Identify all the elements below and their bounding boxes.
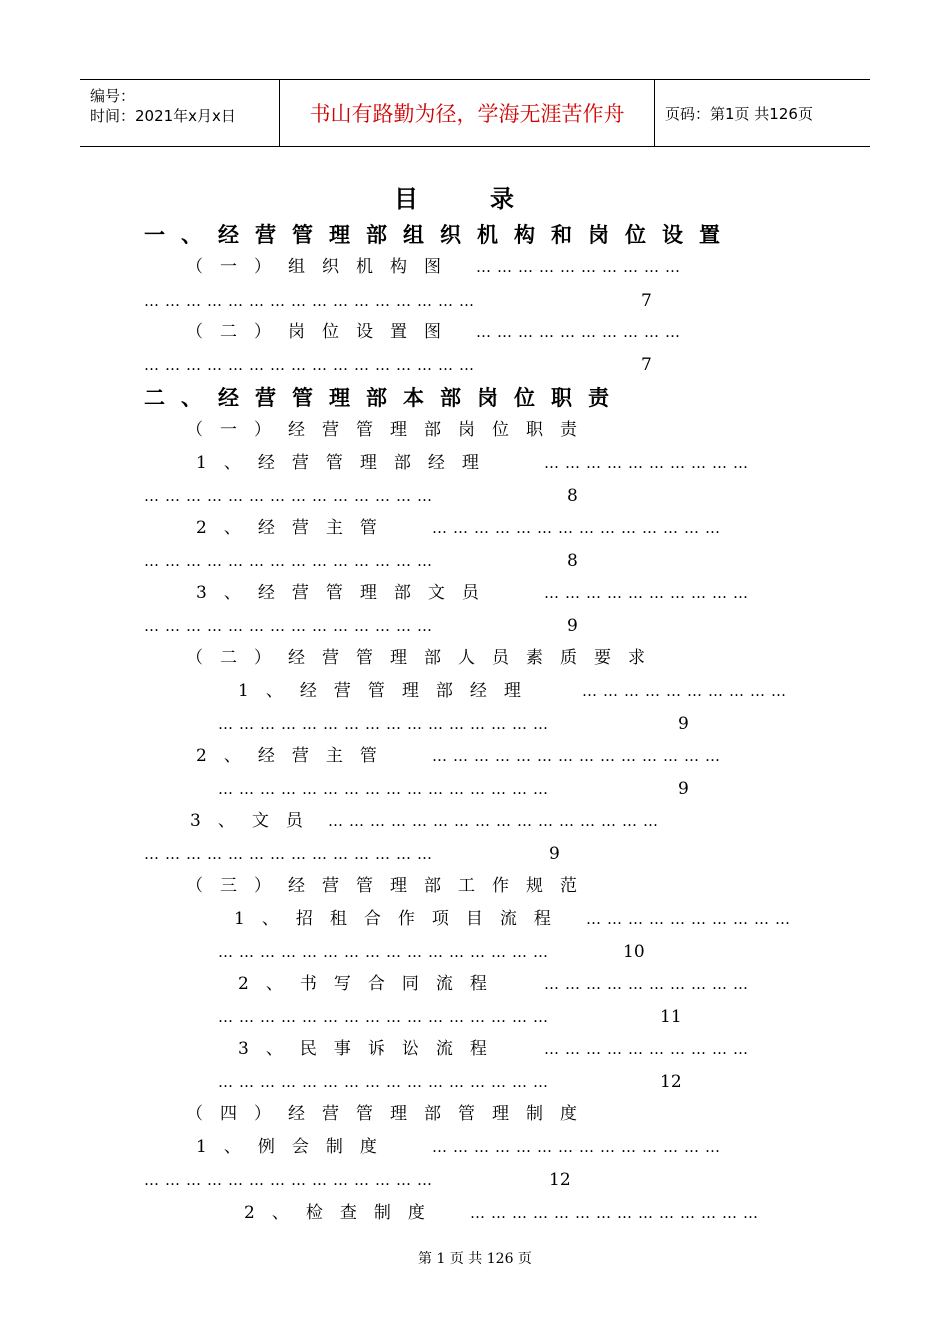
toc-page-number: 8 [567, 551, 578, 571]
toc-leader-dots: …………………………………… [432, 747, 726, 765]
toc-leader-dots: ………………………………………… [144, 292, 480, 310]
toc-leader-dots: ………………………………………… [328, 812, 664, 830]
toc-subsection: （四）经营管理部管理制度 [186, 1104, 594, 1124]
header-page-info: 页码：第1页 共126页 [665, 104, 813, 123]
toc-leader-dots: ………………………… [544, 975, 754, 993]
toc-leader-dots: …………………………………… [432, 1138, 726, 1156]
header-motto: 书山有路勤为径，学海无涯苦作舟 [280, 80, 655, 146]
toc-leader-dots: ………………………… [586, 910, 796, 928]
toc-entry-text[interactable]: 1、经营管理部经理 [238, 681, 538, 701]
toc-subsection: （三）经营管理部工作规范 [186, 876, 594, 896]
toc-leader-dots: ………………………………………… [218, 715, 554, 733]
toc-leader-dots: ………………………………………… [218, 943, 554, 961]
toc-leader-dots: ………………………………………… [218, 1073, 554, 1091]
toc-leader-dots: …………………………………… [470, 1204, 764, 1222]
toc-page-number: 7 [641, 355, 652, 375]
document-number-label: 编号： [90, 87, 136, 105]
toc-section-1: 一、经营管理部组织机构和岗位设置 [144, 222, 736, 247]
toc-leader-dots: ………………………………………… [218, 780, 554, 798]
toc-page-number: 9 [678, 779, 689, 799]
toc-leader-dots: …………………………………… [144, 845, 438, 863]
toc-entry-text[interactable]: 1、例会制度 [196, 1137, 394, 1157]
toc-leader-dots: ………………………… [544, 1040, 754, 1058]
toc-leader-dots: ………………………… [544, 584, 754, 602]
toc-page-number: 10 [623, 942, 645, 962]
toc-leader-dots: …………………………………… [144, 487, 438, 505]
toc-page-number: 9 [678, 714, 689, 734]
page-footer: 第 1 页 共 126 页 [418, 1251, 532, 1267]
header-left-cell [80, 80, 280, 146]
toc-entry-text[interactable]: 2、书写合同流程 [238, 974, 504, 994]
toc-entry-text[interactable]: 2、经营主管 [196, 518, 394, 538]
toc-subsection: （二）经营管理部人员素质要求 [186, 648, 662, 668]
toc-title: 目 录 [394, 184, 514, 213]
toc-page-number: 9 [549, 844, 560, 864]
toc-page-number: 11 [660, 1007, 682, 1027]
toc-entry-text[interactable]: 3、经营管理部文员 [196, 583, 496, 603]
toc-entry-text[interactable]: （一）组织机构图 [186, 257, 458, 277]
toc-entry-text[interactable]: 2、检查制度 [244, 1203, 442, 1223]
toc-leader-dots: …………………………………… [144, 1171, 438, 1189]
toc-subsection: （一）经营管理部岗位职责 [186, 420, 594, 440]
toc-entry-text[interactable]: 3、文员 [190, 811, 320, 831]
toc-page-number: 9 [567, 616, 578, 636]
toc-leader-dots: …………………………………… [144, 552, 438, 570]
toc-entry-text[interactable]: 3、民事诉讼流程 [238, 1039, 504, 1059]
toc-section-2: 二、经营管理部本部岗位职责 [144, 385, 625, 410]
toc-entry-text[interactable]: （二）岗位设置图 [186, 322, 458, 342]
toc-leader-dots: …………………………………… [144, 617, 438, 635]
toc-leader-dots: ………………………… [476, 258, 686, 276]
toc-leader-dots: ………………………… [476, 323, 686, 341]
header-table [80, 79, 870, 147]
toc-entry-text[interactable]: 1、经营管理部经理 [196, 453, 496, 473]
toc-leader-dots: ………………………… [544, 454, 754, 472]
toc-leader-dots: ………………………………………… [144, 356, 480, 374]
toc-leader-dots: …………………………………… [432, 519, 726, 537]
toc-page-number: 12 [549, 1170, 571, 1190]
toc-leader-dots: ………………………… [582, 682, 792, 700]
toc-leader-dots: ………………………………………… [218, 1008, 554, 1026]
toc-entry-text[interactable]: 2、经营主管 [196, 746, 394, 766]
toc-page-number: 7 [641, 291, 652, 311]
toc-entry-text[interactable]: 1、招租合作项目流程 [234, 909, 568, 929]
toc-page-number: 12 [660, 1072, 682, 1092]
document-time-label: 时间：2021年x月x日 [90, 107, 236, 125]
toc-page-number: 8 [567, 486, 578, 506]
